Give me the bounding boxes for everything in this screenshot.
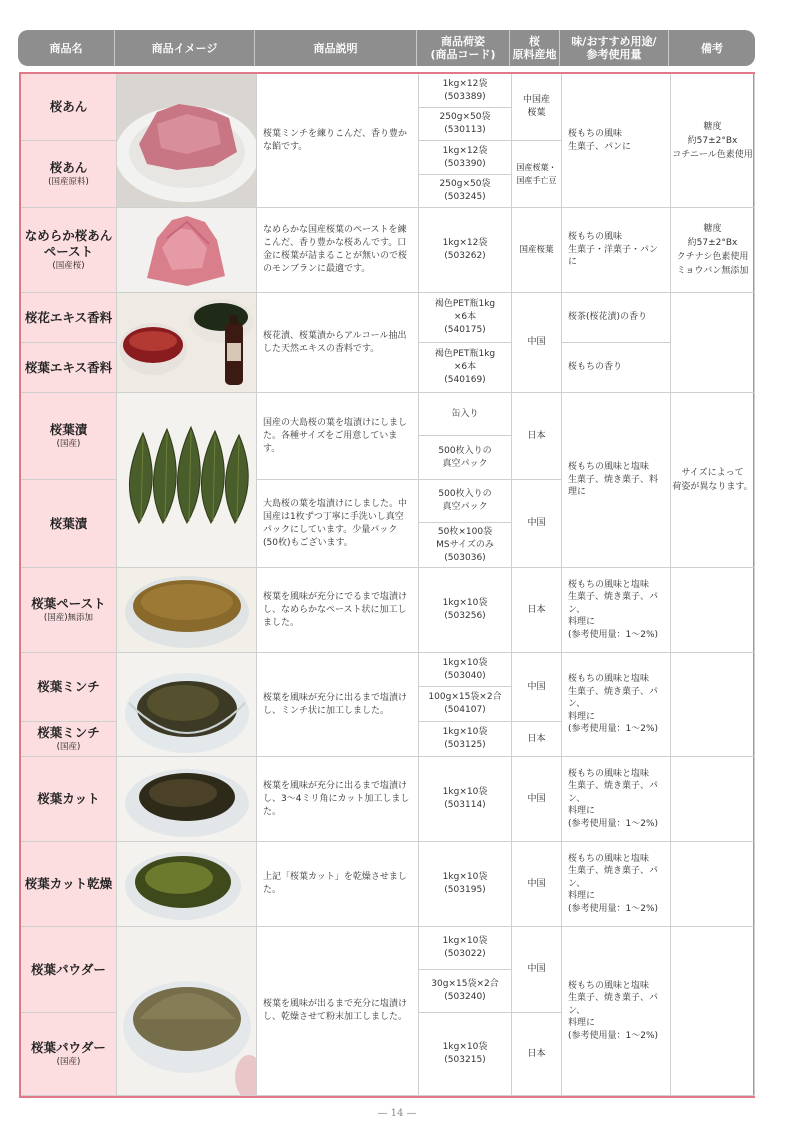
product-name-text: なめらか桜あん ペースト [24,228,113,259]
product-name [21,74,117,141]
origin-cell: 中国 [512,293,562,393]
note-cell [671,842,755,927]
product-name [21,757,117,842]
product-name-sub: (国産) [56,439,81,449]
note-cell: 糖度 約57±2°Bx クチナシ色素使用 ミョウバン無添加 [671,208,755,293]
product-name-text: 桜花エキス香料 [24,309,113,325]
usage-cell: 桜もちの風味と塩味 生菓子、焼き菓子、パン、 料理に (参考使用量：1～2%) [562,842,671,927]
package-cell: 1kg×12袋 (503390) [419,141,512,175]
product-name [21,480,117,568]
product-name [21,141,117,208]
origin-cell: 中国 [512,927,562,1013]
product-image-extract [117,293,257,393]
product-name-text: 桜葉カット [37,791,100,806]
product-name-sub: (国産桜) [52,261,85,271]
product-name-text: 桜葉ミンチ [37,679,100,694]
product-name-sub: (国産) [56,742,81,752]
package-cell: 褐色PET瓶1kg ×6本 (540169) [419,343,512,393]
origin-cell: 日本 [512,1013,562,1096]
package-cell: 1kg×10袋 (503022) [419,927,512,970]
product-desc: 上記「桜葉カット」を乾燥させました。 [257,842,419,927]
usage-cell: 桜もちの風味と塩味 生菓子、焼き菓子、パン、 料理に (参考使用量：1～2%) [562,653,671,757]
package-cell: 褐色PET瓶1kg ×6本 (540175) [419,293,512,343]
origin-cell: 国産桜葉・ 国産手亡豆 [512,141,562,208]
product-name [21,653,117,722]
product-image-dried-cut [117,842,257,927]
product-name-text: 桜葉漬 [49,422,88,437]
header-origin: 桜 原料産地 [510,30,560,66]
product-name-text: 桜葉パウダー [31,961,106,977]
header-name: 商品名 [18,30,115,66]
product-name-text: 桜あん [49,99,88,114]
product-desc: 桜葉を風味が充分にでるまで塩漬けし、なめらかなペースト状に加工しました。 [257,568,419,653]
product-name [21,927,117,1013]
usage-cell: 桜もちの風味と塩味 生菓子、焼き菓子、料理に [562,393,671,568]
product-name-text: 桜葉エキス香料 [24,359,113,375]
usage-cell: 桜もちの香り [562,343,671,393]
origin-cell: 中国 [512,653,562,722]
product-image-pickled-leaves [117,393,257,568]
package-cell: 1kg×10袋 (503215) [419,1013,512,1096]
package-cell: 100g×15袋×2合 (504107) [419,687,512,722]
note-cell [671,293,755,393]
product-name [21,393,117,480]
origin-cell: 日本 [512,393,562,480]
table-header [18,30,755,66]
product-name [21,208,117,293]
product-image-leaf-cut [117,757,257,842]
package-cell: 500枚入りの 真空パック [419,480,512,523]
origin-cell: 中国 [512,480,562,568]
header-use: 味/おすすめ用途/ 参考使用量 [560,30,669,66]
product-desc: 桜葉を風味が出るまで充分に塩漬けし、乾燥させて粉末加工しました。 [257,927,419,1096]
product-name-text: 桜葉ペースト [31,596,106,611]
origin-cell: 中国産 桜葉 [512,74,562,141]
product-name [21,722,117,757]
product-desc: なめらかな国産桜葉のペーストを練こんだ、香り豊かな桜あんです。口金に桜葉が詰まることが無いので桜のモンブランに最適です。 [257,208,419,293]
product-desc: 大島桜の葉を塩漬けにしました。中国産は1枚ずつ丁寧に手洗いし真空パックにしています。少量パック(50枚)もございます。 [257,480,419,568]
header-image: 商品イメージ [115,30,255,66]
package-cell: 1kg×10袋 (503256) [419,568,512,653]
usage-cell: 桜もちの風味と塩味 生菓子、焼き菓子、パン、 料理に (参考使用量：1～2%) [562,568,671,653]
product-name-text: 桜葉カット乾燥 [24,876,113,891]
package-cell: 缶入り [419,393,512,436]
header-pkg: 商品荷姿 (商品コード) [417,30,510,66]
product-image-leaf-powder [117,927,257,1096]
usage-cell: 桜もちの風味と塩味 生菓子、焼き菓子、パン、 料理に (参考使用量：1～2%) [562,927,671,1096]
package-cell: 1kg×10袋 (503040) [419,653,512,687]
package-cell: 250g×50袋 (530113) [419,108,512,141]
product-image-sakura-an [117,74,257,208]
origin-cell: 中国 [512,757,562,842]
origin-cell: 国産桜葉 [512,208,562,293]
package-cell: 1kg×10袋 (503195) [419,842,512,927]
product-image-sakura-an-paste [117,208,257,293]
package-cell: 1kg×12袋 (503389) [419,74,512,108]
origin-cell: 日本 [512,568,562,653]
usage-cell: 桜もちの風味と塩味 生菓子、焼き菓子、パン、 料理に (参考使用量：1～2%) [562,757,671,842]
usage-cell: 桜茶(桜花漬)の香り [562,293,671,343]
product-name [21,568,117,653]
product-desc: 桜葉ミンチを練りこんだ、香り豊かな餡です。 [257,74,419,208]
product-name [21,1013,117,1096]
package-cell: 1kg×10袋 (503114) [419,757,512,842]
package-cell: 1kg×12袋 (503262) [419,208,512,293]
note-cell [671,653,755,757]
product-name [21,343,117,393]
package-cell: 1kg×10袋 (503125) [419,722,512,757]
note-cell [671,757,755,842]
header-desc: 商品説明 [255,30,417,66]
product-desc: 桜葉を風味が充分に出るまで塩漬けし、ミンチ状に加工しました。 [257,653,419,757]
origin-cell: 中国 [512,842,562,927]
usage-cell: 桜もちの風味 生菓子、パンに [562,74,671,208]
product-desc: 国産の大島桜の葉を塩漬けにしました。各種サイズをご用意しています。 [257,393,419,480]
product-image-leaf-mince [117,653,257,757]
product-name-sub: (国産)無添加 [43,613,94,623]
package-cell: 500枚入りの 真空パック [419,436,512,480]
product-name-text: 桜葉漬 [49,515,88,531]
header-note: 備考 [701,41,723,55]
note-cell [671,568,755,653]
package-cell: 250g×50袋 (503245) [419,175,512,208]
product-name-text: 桜葉ミンチ [37,725,100,740]
note-cell: 糖度 約57±2°Bx コチニール色素使用 [671,74,755,208]
product-name [21,293,117,343]
origin-cell: 日本 [512,722,562,757]
product-name-text: 桜あん [49,160,88,175]
note-cell [671,927,755,1096]
product-desc: 桜花漬、桜葉漬からアルコール抽出した天然エキスの香料です。 [257,293,419,393]
product-table [19,72,755,1098]
product-image-leaf-paste [117,568,257,653]
package-cell: 30g×15袋×2合 (503240) [419,970,512,1013]
product-name-sub: (国産) [56,1057,81,1067]
page-number: — 14 — [377,1108,417,1119]
product-desc: 桜葉を風味が充分に出るまで塩漬けし、3～4ミリ角にカット加工しました。 [257,757,419,842]
product-name [21,842,117,927]
product-name-sub: (国産原料) [48,177,89,187]
usage-cell: 桜もちの風味 生菓子・洋菓子・パンに [562,208,671,293]
note-cell: サイズによって 荷姿が異なります。 [671,393,755,568]
product-name-text: 桜葉パウダー [31,1040,106,1055]
package-cell: 50枚×100袋 MSサイズのみ (503036) [419,523,512,568]
